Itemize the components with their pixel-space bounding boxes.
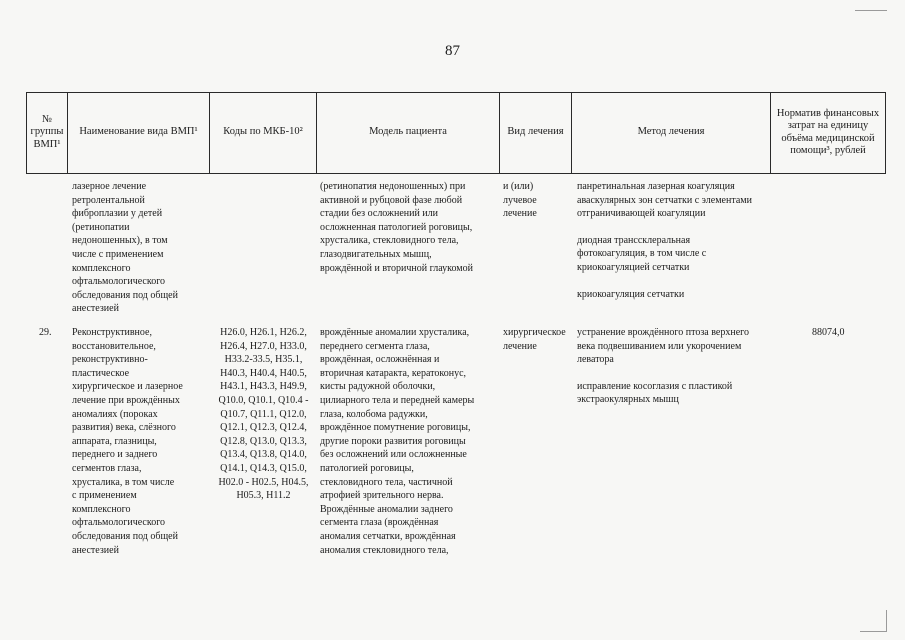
- cell-line: Q10.7, Q11.1, Q12.0,: [220, 408, 307, 420]
- col-divider: [885, 92, 886, 173]
- cell-line: H40.3, H40.4, H40.5,: [220, 367, 307, 379]
- cell-line: реконструктивно-: [72, 354, 148, 366]
- row29-group-no: 29.: [39, 327, 52, 338]
- cell-line: отграничивающей коагуляции: [577, 208, 706, 220]
- cont-method-cell: [577, 180, 771, 301]
- header-codes: Коды по МКБ-10²: [223, 126, 303, 138]
- cell-line: глаза, колобома радужки,: [320, 408, 428, 420]
- cell-line: H05.3, H11.2: [236, 490, 291, 502]
- cell-line: офтальмологического: [72, 276, 166, 288]
- cell-line: криокоагуляцией сетчатки: [577, 261, 690, 273]
- cell-line: века подвешиванием или укорочением: [577, 340, 742, 352]
- row29-codes-cell: [211, 326, 316, 503]
- cell-line: фиброплазии у детей: [72, 208, 163, 220]
- page-number: 87: [445, 43, 460, 59]
- cell-line: восстановительное,: [72, 340, 156, 352]
- scan-crop-mark: [855, 10, 887, 11]
- cell-line: стадии без осложнений или: [320, 208, 439, 220]
- cell-line: (ретинопатии: [72, 221, 130, 233]
- cell-line: недоношенных), в том: [72, 235, 168, 247]
- cell-line: врождённые аномалии хрусталика,: [320, 327, 470, 338]
- cell-line: патологией роговицы,: [320, 462, 414, 474]
- cell-line: глазодвигательных мышц,: [320, 248, 432, 260]
- col-divider: [770, 92, 771, 173]
- scan-crop-mark: [886, 610, 887, 632]
- cell-line: хрусталика, в том числе: [72, 476, 175, 488]
- header-model: Модель пациента: [369, 126, 447, 138]
- cell-line: (ретинопатия недоношенных) при: [320, 181, 466, 192]
- cell-line: врождённое помутнение роговицы,: [320, 422, 471, 434]
- cell-line: ретролентальной: [72, 194, 145, 206]
- scan-crop-mark: [860, 631, 886, 632]
- cell-line: аномалия стекловидного тела,: [320, 544, 449, 556]
- cell-line: хрусталика, стекловидного тела,: [320, 235, 459, 247]
- cell-line: криокоагуляция сетчатки: [577, 288, 685, 300]
- cell-line: лечение: [503, 208, 537, 220]
- cell-line: без осложнений или осложненные: [320, 449, 467, 461]
- cell-line: H26.0, H26.1, H26.2,: [220, 327, 307, 338]
- header-method: Метод лечения: [637, 126, 705, 138]
- cell-line: активной и рубцовой фазе любой: [320, 194, 463, 206]
- cont-treatment-cell: [503, 180, 571, 221]
- cell-line: комплексного: [72, 503, 131, 515]
- cell-line: аппарата, глазницы,: [72, 435, 157, 447]
- cont-model-cell: [320, 180, 498, 275]
- cell-line: хирургическое: [503, 327, 566, 338]
- cell-line: H33.2-33.5, H35.1,: [224, 354, 303, 366]
- cell-line: числе с применением: [72, 248, 164, 260]
- cell-line: Q14.1, Q14.3, Q15.0,: [220, 462, 307, 474]
- cell-line: другие пороки развития роговицы: [320, 435, 466, 447]
- cell-line: диодная транссклеральная: [577, 234, 691, 246]
- cell-line: лучевое: [503, 194, 537, 206]
- cell-line: панретинальная лазерная коагуляция: [577, 181, 735, 192]
- cell-line: обследования под общей: [72, 530, 178, 542]
- cell-line: развития) века, слёзного: [72, 422, 176, 434]
- cell-line: Реконструктивное,: [72, 327, 152, 338]
- cell-line: аваскулярных зон сетчатки с элементами: [577, 194, 752, 206]
- cell-line: H26.4, H27.0, H33.0,: [220, 340, 307, 352]
- cell-line: офтальмологического: [72, 517, 166, 529]
- cell-line: обследования под общей: [72, 289, 178, 301]
- cell-line: осложненная патологией роговицы,: [320, 221, 473, 233]
- cell-line: H43.1, H43.3, H49.9,: [220, 381, 307, 393]
- cell-line: атрофией зрительного нерва.: [320, 490, 444, 502]
- cell-line: лечение при врождённых: [72, 394, 180, 406]
- header-treatment-type: Вид лечения: [507, 126, 564, 138]
- cell-line: хирургическое и лазерное: [72, 381, 183, 393]
- cell-line: Q12.8, Q13.0, Q13.3,: [220, 435, 307, 447]
- cell-line: лазерное лечение: [72, 181, 147, 192]
- cell-line: кисты радужной оболочки,: [320, 381, 436, 393]
- cell-line: Врождённые аномалии заднего: [320, 503, 453, 515]
- vmp-table: [26, 92, 886, 628]
- row29-model-cell: [320, 326, 498, 557]
- header-name: Наименование вида ВМП¹: [79, 126, 198, 138]
- cell-line: пластическое: [72, 367, 130, 379]
- cell-line: комплексного: [72, 262, 131, 274]
- cell-line: сегментов глаза,: [72, 462, 142, 474]
- row29-name-cell: [72, 326, 210, 557]
- cell-line: цилиарного тела и передней камеры: [320, 394, 475, 406]
- cell-line: стекловидного тела, частичной: [320, 476, 453, 488]
- cell-line: экстраокулярных мышц: [577, 394, 679, 406]
- cell-line: анестезией: [72, 303, 119, 315]
- header-bottom-border: [26, 173, 886, 174]
- cell-line: вторичная катаракта, кератоконус,: [320, 367, 467, 379]
- cell-line: с применением: [72, 490, 137, 502]
- cell-line: анестезией: [72, 544, 119, 556]
- cont-name-cell: [72, 180, 210, 316]
- cell-line: врождённая, осложнённая и: [320, 354, 440, 366]
- cell-line: сегмента глаза (врождённая: [320, 517, 439, 529]
- cell-line: лечение: [503, 340, 537, 352]
- row29-cost-cell: 88074,0: [812, 327, 845, 338]
- header-cost: Норматив финансовых затрат на единицу объёма медицинской помощи³, рублей: [776, 107, 880, 156]
- cell-line: Q10.0, Q10.1, Q10.4 -: [218, 394, 309, 406]
- cell-line: переднего сегмента глаза,: [320, 340, 430, 352]
- row29-treatment-cell: [503, 326, 571, 353]
- row29-method-cell: [577, 326, 771, 407]
- cell-line: леватора: [577, 354, 614, 366]
- cell-line: врождённой и вторичной глаукомой: [320, 262, 473, 274]
- header-group-no: № группы ВМП¹: [30, 113, 64, 150]
- cell-line: устранение врождённого птоза верхнего: [577, 327, 749, 338]
- cell-line: аномалиях (пороках: [72, 408, 158, 420]
- cell-line: Q13.4, Q13.8, Q14.0,: [220, 449, 307, 461]
- cell-line: аномалия сетчатки, врождённая: [320, 530, 456, 542]
- cell-line: H02.0 - H02.5, H04.5,: [218, 476, 309, 488]
- cell-line: фотокоагуляция, в том числе с: [577, 248, 707, 260]
- cell-line: Q12.1, Q12.3, Q12.4,: [220, 422, 307, 434]
- cell-line: исправление косоглазия с пластикой: [577, 380, 733, 392]
- cell-line: переднего и заднего: [72, 449, 158, 461]
- cell-line: и (или): [503, 181, 534, 192]
